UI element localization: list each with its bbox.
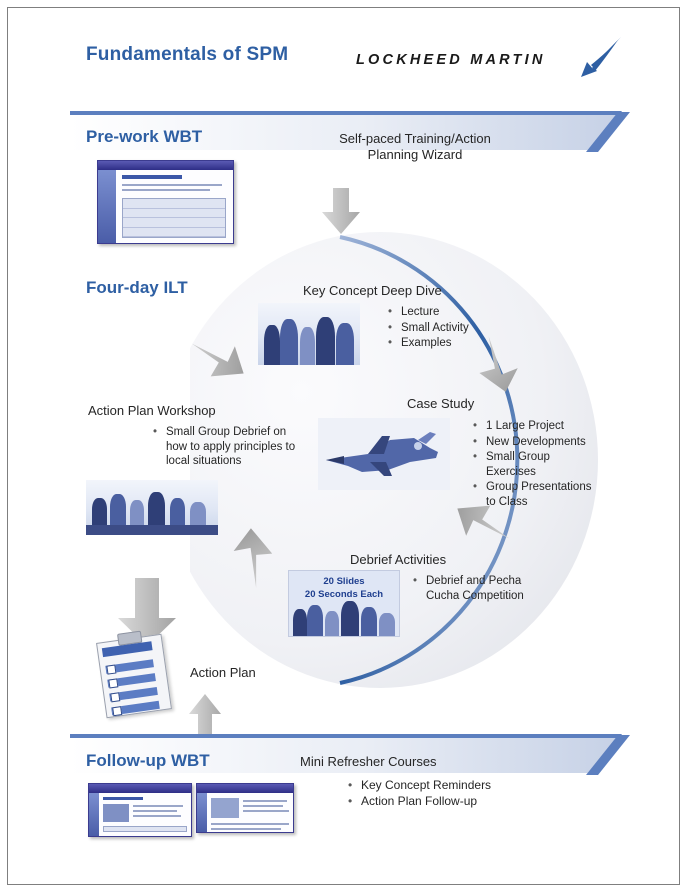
lockheed-martin-logo bbox=[356, 40, 621, 80]
pecha-text-line1: 20 Slides bbox=[323, 576, 365, 587]
wbt-titlebar bbox=[98, 161, 233, 170]
photo-table bbox=[86, 525, 218, 535]
photo-person bbox=[361, 607, 377, 637]
followup-wbt-screenshot-2 bbox=[196, 783, 294, 833]
label-key-concept: Key Concept Deep Dive bbox=[303, 283, 442, 298]
photo-person bbox=[280, 319, 298, 365]
bullets-debrief bbox=[410, 574, 550, 604]
wbt-text-line bbox=[133, 810, 177, 812]
section-title-followup: Follow-up WBT bbox=[86, 751, 210, 770]
photo-person bbox=[293, 609, 307, 637]
section-title-ilt: Four-day ILT bbox=[86, 278, 188, 297]
wbt-text-line bbox=[122, 184, 222, 186]
photo-person bbox=[110, 494, 126, 526]
bullet-item: • Examples bbox=[401, 336, 545, 351]
prework-caption-line1: Self-paced Training/Action bbox=[339, 131, 491, 146]
wbt-text-line bbox=[122, 189, 210, 191]
wbt-heading-bar bbox=[103, 797, 143, 800]
wbt-content bbox=[207, 793, 293, 832]
wbt-text-line bbox=[243, 805, 283, 807]
wbt-text-line bbox=[243, 800, 287, 802]
photo-person bbox=[341, 601, 359, 637]
label-debrief-activities: Debrief Activities bbox=[350, 552, 447, 567]
photo-person bbox=[130, 500, 144, 526]
checkbox-icon bbox=[110, 692, 120, 702]
wbt-titlebar bbox=[89, 784, 191, 793]
bullet-item: • New Developments bbox=[486, 435, 600, 450]
bullet-item: • Small Group Exercises bbox=[486, 450, 600, 479]
photo-person bbox=[264, 325, 280, 365]
prework-caption bbox=[290, 131, 540, 163]
bullet-item: • Group Presentations to Class bbox=[486, 480, 600, 509]
photo-person bbox=[336, 323, 354, 365]
photo-person bbox=[307, 605, 323, 637]
photo-group-meeting bbox=[86, 480, 218, 535]
prework-caption-line2: Planning Wizard bbox=[367, 147, 463, 162]
followup-caption: Mini Refresher Courses bbox=[300, 754, 437, 769]
bullet-item: • Small Group Debrief on how to apply principles to local situations bbox=[166, 425, 300, 469]
photo-person bbox=[325, 611, 339, 637]
bullet-item: • Action Plan Follow-up bbox=[361, 794, 555, 809]
lockheed-star-icon bbox=[571, 36, 623, 80]
arrow-up-to-action-plan bbox=[188, 694, 222, 736]
label-action-plan-workshop: Action Plan Workshop bbox=[88, 403, 216, 418]
wbt-sidebar bbox=[98, 170, 116, 243]
action-plan-document bbox=[96, 634, 172, 718]
wbt-progress-bar bbox=[103, 826, 187, 832]
followup-wbt-screenshot-1 bbox=[88, 783, 192, 837]
photo-person bbox=[190, 502, 206, 526]
bullet-item: • Small Activity bbox=[401, 321, 545, 336]
photo-person bbox=[316, 317, 335, 365]
wbt-content bbox=[99, 793, 191, 836]
wbt-sidebar bbox=[197, 793, 207, 832]
photo-person bbox=[379, 613, 395, 637]
photo-pecha-cucha bbox=[288, 570, 400, 637]
photo-person bbox=[300, 327, 315, 365]
bullet-item: • Key Concept Reminders bbox=[361, 778, 555, 793]
label-case-study: Case Study bbox=[407, 396, 475, 411]
checkbox-icon bbox=[108, 678, 118, 688]
wbt-thumbnail bbox=[103, 804, 129, 822]
wbt-thumbnail bbox=[211, 798, 239, 818]
wbt-text-line bbox=[211, 823, 289, 825]
photo-person bbox=[170, 498, 185, 526]
wbt-table-row bbox=[123, 209, 225, 219]
photo-fighter-jet bbox=[318, 418, 450, 490]
bullets-followup bbox=[345, 778, 555, 809]
photo-key-concept-discussion bbox=[258, 303, 360, 365]
label-action-plan: Action Plan bbox=[190, 665, 256, 680]
checkbox-icon bbox=[106, 665, 116, 675]
wbt-table-row bbox=[123, 199, 225, 209]
wbt-text-line bbox=[133, 815, 181, 817]
wbt-heading-bar bbox=[122, 175, 182, 179]
photo-person bbox=[148, 492, 165, 526]
section-title-prework: Pre-work WBT bbox=[86, 127, 203, 146]
bullets-action-plan-workshop bbox=[150, 425, 300, 470]
bullet-item: • Debrief and Pecha Cucha Competition bbox=[426, 574, 550, 603]
wbt-text-line bbox=[211, 828, 281, 830]
page-title: Fundamentals of SPM bbox=[86, 44, 289, 65]
wbt-titlebar bbox=[197, 784, 293, 793]
bullet-item: • 1 Large Project bbox=[486, 419, 600, 434]
wbt-text-line bbox=[243, 810, 289, 812]
pecha-text-line2: 20 Seconds Each bbox=[304, 589, 384, 600]
wbt-text-line bbox=[133, 805, 183, 807]
checkbox-icon bbox=[112, 706, 122, 716]
bullet-item: • Lecture bbox=[401, 305, 545, 320]
photo-person bbox=[92, 498, 107, 526]
wbt-sidebar bbox=[89, 793, 99, 836]
logo-wordmark: LOCKHEED MARTIN bbox=[356, 52, 546, 68]
